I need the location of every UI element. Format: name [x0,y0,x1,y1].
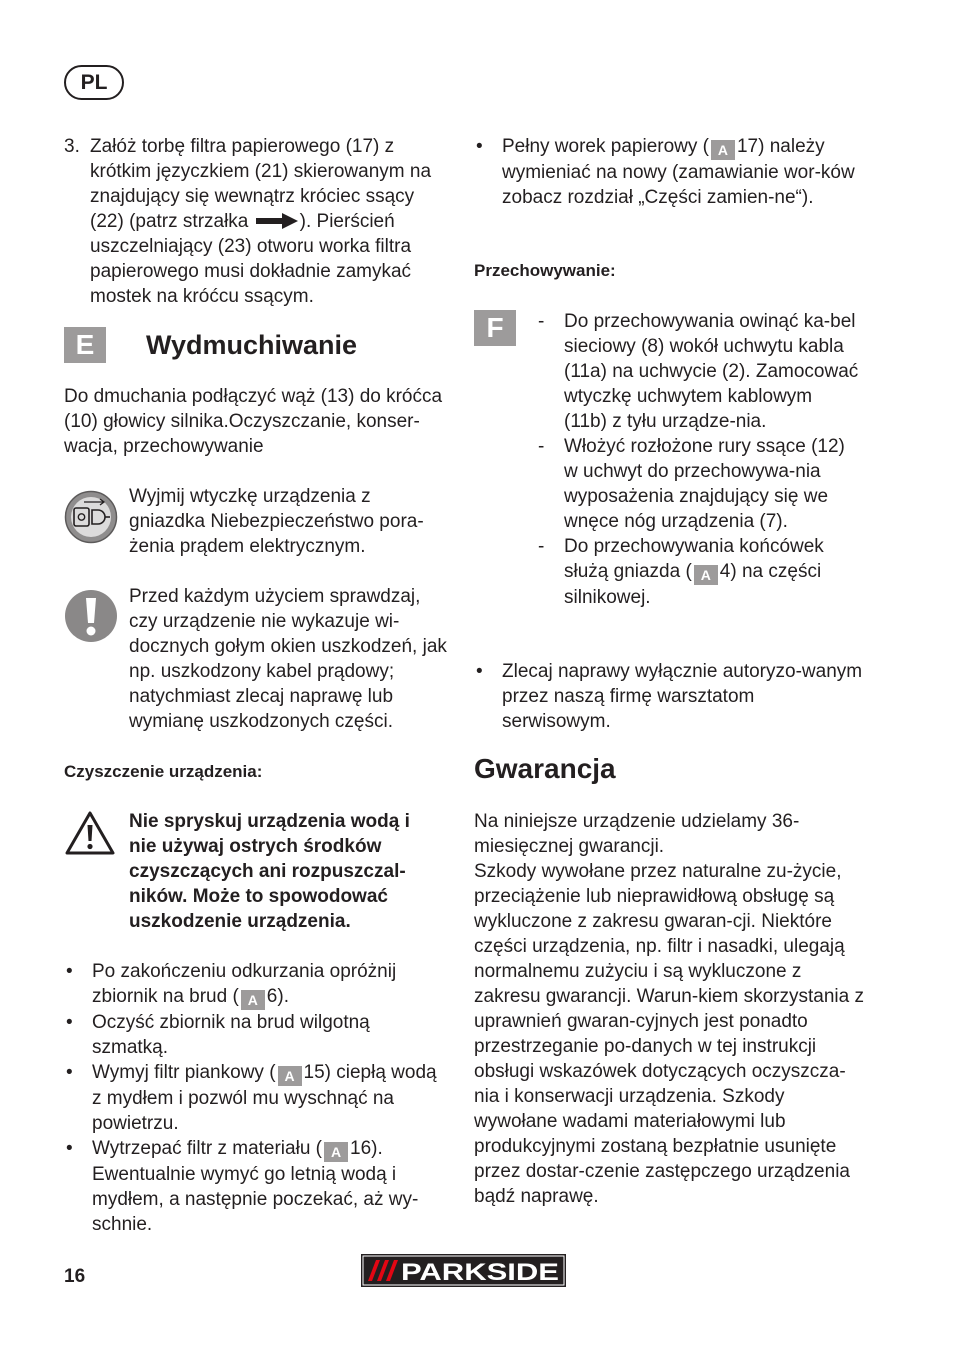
list-item: • Oczyść zbiornik na brud wilgotną szmatką. [66,1012,370,1058]
step-number: 3. [64,136,80,157]
section-e-marker: E [64,327,106,363]
figure-ref-a: A [324,1142,348,1162]
step-3 [64,134,450,309]
storage-list [538,309,860,610]
blowing-text: Do dmuchania podłączyć wąż (13) do króćca (10) głowicy silnika.Oczyszczanie, konser-wacja, przechowywanie [64,386,443,457]
language-badge: PL [64,65,124,100]
warning-text: Nie spryskuj urządzenia wodą i nie używaj ostrych środków czyszczących ani rozpuszczal-ników. Może to spowodować uszkodzenie urządzenia. [129,811,410,932]
figure-ref-a: A [241,990,265,1010]
parkside-logo-graphic [361,1254,566,1287]
warranty-text: Na niniejsze urządzenie udzielamy 36-miesięcznej gwarancji. Szkody wywołane przez naturalne zu-życie, przeciążenie lub nieprawidłową obsługę są wykluczone z zakresu gwaran-cji. Niektóre części urządzenia, np. filtr i nasadki, ulegają normalnemu zużyciu i są wykluczone z zakresu gwarancji. Warun-kiem skorzystania z uprawnień gwaran-cyjnych jest ponadto przestrzeganie po-danych w tej instrukcji obsługi wskazówek dotyczących oczyszcza-nia i konserwacji urządzenia. Szkody wywołane wadami materiałowymi lub produkcyjnymi zostaną bezpłatnie usunięte przez dostar-czenie zastępczego urządzenia bądź naprawę. [474,811,864,1207]
list-item: • Wymyj filtr piankowy ( A 15) ciepłą wodą z mydłem i pozwól mu wyschnąć na powietrzu. [66,1062,437,1134]
unplug-icon [64,490,118,544]
section-e-title: Wydmuchiwanie [146,330,358,360]
cleaning-list [64,959,450,1237]
svg-text:PARKSIDE: PARKSIDE [401,1259,559,1286]
figure-ref-a: A [278,1066,302,1086]
step-text: Załóż torbę filtra papierowego (17) z krótkim języczkiem (21) skierowanym na znajdujący się wewnątrz króciec ssący (22) (patrz strzałka ). Pierścień uszczelniający (23) otworu worka filtra papierowego musi dokładnie zamykać mostek na króćcu ssącym. [90,136,432,307]
warranty-title: Gwarancja [474,753,616,784]
figure-ref-a: A [711,140,735,160]
list-item: - Do przechowywania końcówek służą gniazda ( A 4) na części silnikowej. [538,536,824,608]
storage-heading: Przechowywanie: [474,261,616,280]
parkside-logo [361,1254,566,1287]
figure-ref-a: A [694,565,718,585]
repair-note: • Zlecaj naprawy wyłącznie autoryzo-wanym przez naszą firmę warsztatom serwisowym. [476,661,863,732]
check-note: Przed każdym użyciem sprawdzaj, czy urządzenie nie wykazuje wi-docznych gołym okien uszkodzeń, jak np. uszkodzony kabel prądowy; natychmiast zlecaj naprawę lub wymianę uszkodzonych części. [129,586,447,732]
arrow-icon [256,213,298,229]
list-item: • Po zakończeniu odkurzania opróżnij zbiornik na brud ( A 6). [66,961,397,1008]
full-bag-note: • Pełny worek papierowy ( A 17) należy wymieniać na nowy (zamawianie wor-ków zobacz rozdział „Części zamien-ne“). [476,136,855,208]
section-f-marker: F [474,310,516,346]
cleaning-heading: Czyszczenie urządzenia: [64,762,263,781]
list-item: - Do przechowywania owinąć ka-bel sieciowy (8) wokół uchwytu kabla (11a) na uchwycie (2). Zamocować wtyczkę uchwytem kablowym (11b) z tyłu urządze-nia. [538,311,859,432]
list-item: • Wytrzepać filtr z materiału ( A 16). Ewentualnie wymyć go letnią wodą i mydłem, a następnie poczekać, aż wy-schnie. [66,1138,419,1235]
exclamation-icon [64,589,118,643]
page-number: 16 [64,1266,86,1287]
list-item: - Włożyć rozłożone rury ssące (12) w uchwyt do przechowywa-nia wyposażenia znajdujący się we wnęce nóg urządzenia (7). [538,436,845,532]
warning-triangle-icon [64,810,116,856]
unplug-note: Wyjmij wtyczkę urządzenia z gniazdka Niebezpieczeństwo pora-żenia prądem elektrycznym. [129,486,424,557]
